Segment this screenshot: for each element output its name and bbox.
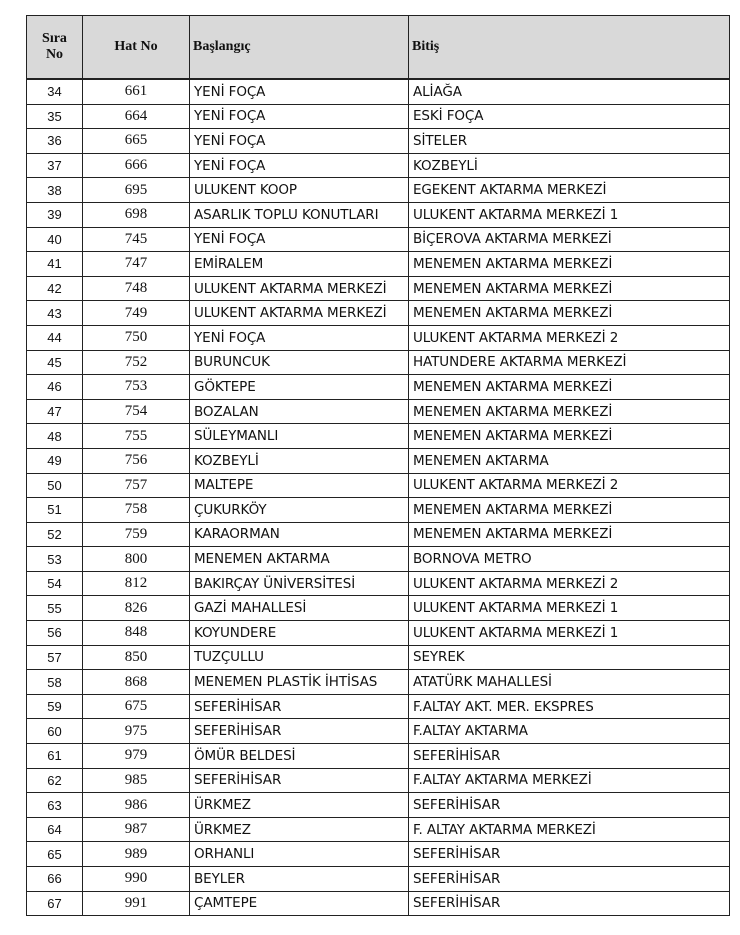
table-row (27, 498, 730, 523)
row-bitis: MENEMEN AKTARMA MERKEZİ (409, 375, 730, 400)
row-baslangic: GAZİ MAHALLESİ (190, 596, 409, 621)
row-hat-no: 987 (83, 817, 190, 842)
row-sira-no: 34 (27, 79, 83, 104)
row-baslangic: MALTEPE (190, 473, 409, 498)
table-row (27, 719, 730, 744)
header-sira-no-line1: Sıra (42, 31, 67, 46)
row-sira-no: 43 (27, 301, 83, 326)
row-sira-no: 62 (27, 768, 83, 793)
row-sira-no: 37 (27, 153, 83, 178)
row-hat-no: 757 (83, 473, 190, 498)
row-bitis: KOZBEYLİ (409, 153, 730, 178)
row-bitis: SEYREK (409, 645, 730, 670)
row-sira-no: 46 (27, 375, 83, 400)
row-baslangic: ULUKENT AKTARMA MERKEZİ (190, 276, 409, 301)
row-sira-no: 61 (27, 744, 83, 769)
row-sira-no: 54 (27, 571, 83, 596)
table-row (27, 817, 730, 842)
row-bitis: BORNOVA METRO (409, 547, 730, 572)
table-body (27, 79, 730, 916)
row-sira-no: 47 (27, 399, 83, 424)
row-sira-no: 66 (27, 867, 83, 892)
row-baslangic: YENİ FOÇA (190, 79, 409, 104)
table-row (27, 325, 730, 350)
row-bitis: SEFERİHİSAR (409, 793, 730, 818)
row-bitis: F.ALTAY AKTARMA MERKEZİ (409, 768, 730, 793)
row-bitis: F. ALTAY AKTARMA MERKEZİ (409, 817, 730, 842)
row-sira-no: 35 (27, 104, 83, 129)
table-row (27, 842, 730, 867)
row-hat-no: 754 (83, 399, 190, 424)
row-hat-no: 749 (83, 301, 190, 326)
row-bitis: MENEMEN AKTARMA MERKEZİ (409, 399, 730, 424)
row-hat-no: 989 (83, 842, 190, 867)
row-baslangic: ASARLIK TOPLU KONUTLARI (190, 202, 409, 227)
row-hat-no: 800 (83, 547, 190, 572)
row-hat-no: 755 (83, 424, 190, 449)
table-row (27, 744, 730, 769)
row-bitis: MENEMEN AKTARMA MERKEZİ (409, 498, 730, 523)
row-sira-no: 36 (27, 129, 83, 154)
row-hat-no: 758 (83, 498, 190, 523)
header-hat-no: Hat No (83, 16, 190, 80)
row-baslangic: ÜRKMEZ (190, 793, 409, 818)
table-row (27, 252, 730, 277)
row-bitis: ULUKENT AKTARMA MERKEZİ 2 (409, 473, 730, 498)
row-bitis: ULUKENT AKTARMA MERKEZİ 1 (409, 202, 730, 227)
row-baslangic: MENEMEN PLASTİK İHTİSAS (190, 670, 409, 695)
row-hat-no: 675 (83, 694, 190, 719)
table-row (27, 227, 730, 252)
header-sira-no (27, 16, 83, 80)
row-sira-no: 58 (27, 670, 83, 695)
row-sira-no: 49 (27, 448, 83, 473)
table-row (27, 522, 730, 547)
row-bitis: ULUKENT AKTARMA MERKEZİ 1 (409, 596, 730, 621)
header-row (27, 16, 730, 80)
row-baslangic: KOYUNDERE (190, 621, 409, 646)
table-row (27, 596, 730, 621)
row-hat-no: 666 (83, 153, 190, 178)
row-sira-no: 56 (27, 621, 83, 646)
row-hat-no: 986 (83, 793, 190, 818)
row-hat-no: 747 (83, 252, 190, 277)
row-hat-no: 745 (83, 227, 190, 252)
row-hat-no: 664 (83, 104, 190, 129)
row-hat-no: 748 (83, 276, 190, 301)
row-baslangic: EMİRALEM (190, 252, 409, 277)
row-baslangic: ÜRKMEZ (190, 817, 409, 842)
header-sira-no-line2: No (45, 47, 64, 62)
table-row (27, 645, 730, 670)
table-row (27, 202, 730, 227)
row-baslangic: YENİ FOÇA (190, 129, 409, 154)
bus-lines-table (26, 15, 730, 916)
header-bitis: Bitiş (409, 16, 730, 80)
row-bitis: MENEMEN AKTARMA MERKEZİ (409, 252, 730, 277)
table-row (27, 375, 730, 400)
row-bitis: MENEMEN AKTARMA MERKEZİ (409, 276, 730, 301)
row-bitis: F.ALTAY AKT. MER. EKSPRES (409, 694, 730, 719)
row-bitis: SEFERİHİSAR (409, 744, 730, 769)
row-sira-no: 60 (27, 719, 83, 744)
row-bitis: SEFERİHİSAR (409, 891, 730, 916)
table-row (27, 79, 730, 104)
row-sira-no: 55 (27, 596, 83, 621)
row-baslangic: BEYLER (190, 867, 409, 892)
table-row (27, 153, 730, 178)
row-baslangic: BAKIRÇAY ÜNİVERSİTESİ (190, 571, 409, 596)
table-row (27, 276, 730, 301)
row-sira-no: 45 (27, 350, 83, 375)
table-row (27, 867, 730, 892)
table-row (27, 448, 730, 473)
table-row (27, 301, 730, 326)
row-baslangic: YENİ FOÇA (190, 104, 409, 129)
row-hat-no: 850 (83, 645, 190, 670)
row-bitis: F.ALTAY AKTARMA (409, 719, 730, 744)
table-row (27, 670, 730, 695)
header-baslangic: Başlangıç (190, 16, 409, 80)
row-sira-no: 42 (27, 276, 83, 301)
row-baslangic: KARAORMAN (190, 522, 409, 547)
table-row (27, 350, 730, 375)
row-bitis: MENEMEN AKTARMA MERKEZİ (409, 424, 730, 449)
table-row (27, 768, 730, 793)
row-baslangic: ULUKENT KOOP (190, 178, 409, 203)
row-hat-no: 665 (83, 129, 190, 154)
row-baslangic: BURUNCUK (190, 350, 409, 375)
table-row (27, 571, 730, 596)
row-sira-no: 53 (27, 547, 83, 572)
row-baslangic: TUZÇULLU (190, 645, 409, 670)
row-sira-no: 44 (27, 325, 83, 350)
row-hat-no: 812 (83, 571, 190, 596)
row-sira-no: 52 (27, 522, 83, 547)
row-sira-no: 63 (27, 793, 83, 818)
row-sira-no: 38 (27, 178, 83, 203)
row-hat-no: 750 (83, 325, 190, 350)
row-baslangic: YENİ FOÇA (190, 325, 409, 350)
table-row (27, 104, 730, 129)
row-bitis: MENEMEN AKTARMA MERKEZİ (409, 522, 730, 547)
row-hat-no: 991 (83, 891, 190, 916)
row-baslangic: ÇAMTEPE (190, 891, 409, 916)
row-baslangic: SEFERİHİSAR (190, 694, 409, 719)
row-hat-no: 759 (83, 522, 190, 547)
row-baslangic: MENEMEN AKTARMA (190, 547, 409, 572)
row-bitis: ESKİ FOÇA (409, 104, 730, 129)
row-hat-no: 698 (83, 202, 190, 227)
table-row (27, 891, 730, 916)
row-hat-no: 752 (83, 350, 190, 375)
row-bitis: HATUNDERE AKTARMA MERKEZİ (409, 350, 730, 375)
table-row (27, 694, 730, 719)
row-hat-no: 868 (83, 670, 190, 695)
row-bitis: ATATÜRK MAHALLESİ (409, 670, 730, 695)
row-sira-no: 67 (27, 891, 83, 916)
row-hat-no: 826 (83, 596, 190, 621)
row-sira-no: 51 (27, 498, 83, 523)
row-hat-no: 756 (83, 448, 190, 473)
row-sira-no: 39 (27, 202, 83, 227)
row-sira-no: 64 (27, 817, 83, 842)
row-bitis: ULUKENT AKTARMA MERKEZİ 1 (409, 621, 730, 646)
row-hat-no: 753 (83, 375, 190, 400)
row-bitis: EGEKENT AKTARMA MERKEZİ (409, 178, 730, 203)
row-baslangic: BOZALAN (190, 399, 409, 424)
row-baslangic: SEFERİHİSAR (190, 768, 409, 793)
row-hat-no: 695 (83, 178, 190, 203)
row-hat-no: 985 (83, 768, 190, 793)
row-baslangic: YENİ FOÇA (190, 227, 409, 252)
row-bitis: ULUKENT AKTARMA MERKEZİ 2 (409, 571, 730, 596)
table-row (27, 793, 730, 818)
table-row (27, 399, 730, 424)
row-baslangic: ÇUKURKÖY (190, 498, 409, 523)
table-row (27, 621, 730, 646)
row-bitis: MENEMEN AKTARMA (409, 448, 730, 473)
row-hat-no: 848 (83, 621, 190, 646)
row-bitis: ULUKENT AKTARMA MERKEZİ 2 (409, 325, 730, 350)
row-sira-no: 40 (27, 227, 83, 252)
table-row (27, 473, 730, 498)
row-sira-no: 41 (27, 252, 83, 277)
row-sira-no: 48 (27, 424, 83, 449)
row-bitis: MENEMEN AKTARMA MERKEZİ (409, 301, 730, 326)
row-bitis: SEFERİHİSAR (409, 842, 730, 867)
row-bitis: SEFERİHİSAR (409, 867, 730, 892)
row-bitis: SİTELER (409, 129, 730, 154)
row-hat-no: 979 (83, 744, 190, 769)
row-sira-no: 65 (27, 842, 83, 867)
row-bitis: ALİAĞA (409, 79, 730, 104)
row-hat-no: 661 (83, 79, 190, 104)
row-sira-no: 57 (27, 645, 83, 670)
row-baslangic: ÖMÜR BELDESİ (190, 744, 409, 769)
row-sira-no: 59 (27, 694, 83, 719)
row-hat-no: 990 (83, 867, 190, 892)
row-baslangic: SÜLEYMANLI (190, 424, 409, 449)
table-row (27, 547, 730, 572)
row-baslangic: SEFERİHİSAR (190, 719, 409, 744)
row-baslangic: KOZBEYLİ (190, 448, 409, 473)
table-row (27, 178, 730, 203)
table-row (27, 424, 730, 449)
row-baslangic: GÖKTEPE (190, 375, 409, 400)
row-hat-no: 975 (83, 719, 190, 744)
row-baslangic: YENİ FOÇA (190, 153, 409, 178)
table-header (27, 16, 730, 80)
table-row (27, 129, 730, 154)
row-baslangic: ORHANLI (190, 842, 409, 867)
row-baslangic: ULUKENT AKTARMA MERKEZİ (190, 301, 409, 326)
row-bitis: BİÇEROVA AKTARMA MERKEZİ (409, 227, 730, 252)
row-sira-no: 50 (27, 473, 83, 498)
